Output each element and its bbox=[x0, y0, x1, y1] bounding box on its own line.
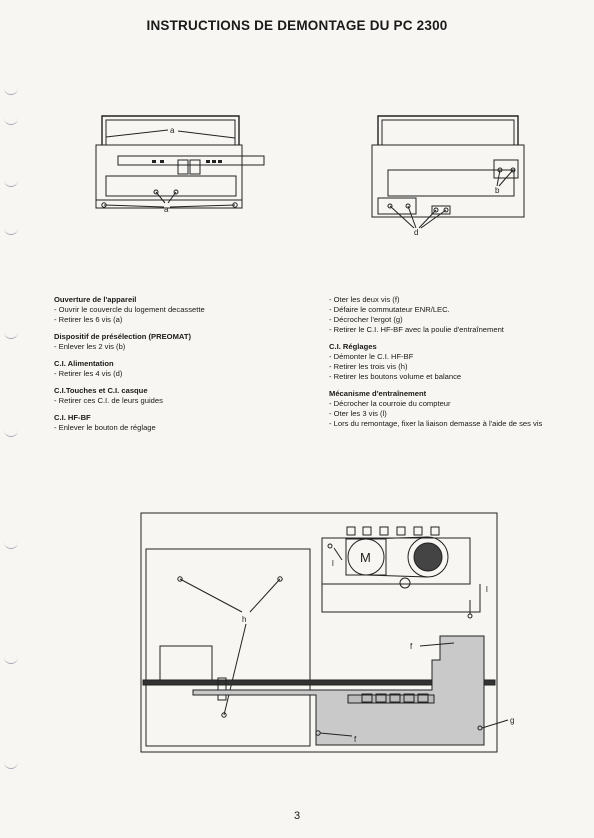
instruction-item: - Démonter le C.I. HF-BF bbox=[329, 352, 414, 361]
instruction-item: - Retirer les 4 vis (d) bbox=[54, 369, 123, 378]
instruction-item: - Lors du remontage, fixer la liaison demasse à l'aide de ses vis bbox=[329, 419, 543, 428]
instruction-item: - Oter les deux vis (f) bbox=[329, 295, 400, 304]
page-title: INSTRUCTIONS DE DEMONTAGE DU PC 2300 bbox=[146, 18, 448, 33]
label-a-top: a bbox=[170, 126, 175, 135]
left-instructions bbox=[54, 295, 304, 433]
instruction-item: - Ouvrir le couvercle du logement decassette bbox=[54, 305, 205, 314]
front-view-diagram bbox=[96, 116, 264, 208]
instruction-item: - Décrocher la courroie du compteur bbox=[329, 399, 451, 408]
motor-label: M bbox=[360, 550, 371, 565]
label-f-top: f bbox=[410, 642, 413, 651]
instruction-item: - Oter les 3 vis (l) bbox=[329, 409, 387, 418]
internal-view-diagram bbox=[141, 513, 508, 752]
label-a-bottom: a bbox=[164, 205, 169, 214]
rear-view-diagram bbox=[372, 116, 524, 228]
label-l-left: l bbox=[332, 559, 334, 568]
label-f-bottom: f bbox=[354, 735, 357, 744]
section-heading: C.I. Réglages bbox=[329, 342, 377, 351]
section-heading: Dispositif de présélection (PREOMAT) bbox=[54, 332, 191, 341]
label-l-right: l bbox=[486, 585, 488, 594]
section-heading: C.I.Touches et C.I. casque bbox=[54, 386, 148, 395]
section-heading: C.I. HF-BF bbox=[54, 413, 91, 422]
instruction-item: - Retirer ces C.I. de leurs guides bbox=[54, 396, 163, 405]
instruction-item: - Décrocher l'ergot (g) bbox=[329, 315, 403, 324]
section-heading: Mécanisme d'entraînement bbox=[329, 389, 427, 398]
section-heading: Ouverture de l'appareil bbox=[54, 295, 137, 304]
instruction-item: - Enlever le bouton de réglage bbox=[54, 423, 156, 432]
right-instructions bbox=[329, 295, 574, 429]
instruction-item: - Enlever les 2 vis (b) bbox=[54, 342, 126, 351]
instruction-item: - Retirer le C.I. HF-BF avec la poulie d'entraînement bbox=[329, 325, 504, 334]
section-heading: C.I. Alimentation bbox=[54, 359, 114, 368]
page-number: 3 bbox=[293, 810, 301, 822]
label-g: g bbox=[510, 716, 515, 725]
label-h: h bbox=[242, 615, 247, 624]
label-b: b bbox=[495, 186, 500, 195]
instruction-item: - Retirer les 6 vis (a) bbox=[54, 315, 123, 324]
instruction-item: - Défaire le commutateur ENR/LEC. bbox=[329, 305, 450, 314]
instruction-item: - Retirer les boutons volume et balance bbox=[329, 372, 462, 381]
label-d: d bbox=[414, 228, 419, 237]
instruction-item: - Retirer les trois vis (h) bbox=[329, 362, 408, 371]
